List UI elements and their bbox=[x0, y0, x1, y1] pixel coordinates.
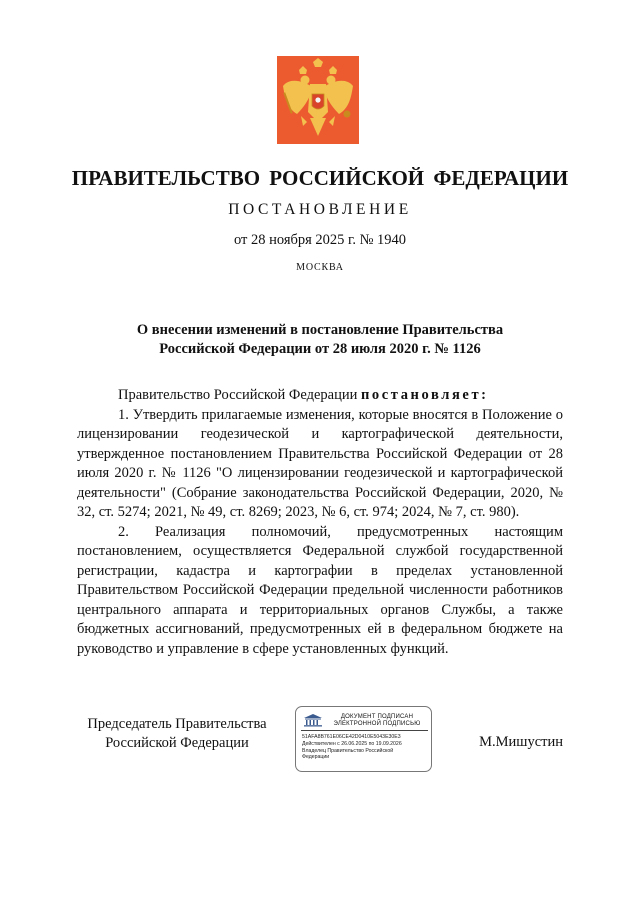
stamp-divider bbox=[301, 730, 428, 731]
stamp-certificate: 51AFA8B761E06CE42D0410E5043E30E3 bbox=[302, 734, 401, 740]
organization-title: ПРАВИТЕЛЬСТВО РОССИЙСКОЙ ФЕДЕРАЦИИ bbox=[71, 166, 569, 190]
stamp-details bbox=[302, 734, 430, 761]
document-body bbox=[77, 386, 563, 659]
government-building-icon bbox=[303, 713, 323, 727]
stamp-title bbox=[326, 714, 428, 728]
intro-paragraph bbox=[77, 386, 563, 406]
stamp-validity: Действителен с 26.06.2025 по 19.09.2026 bbox=[302, 740, 402, 747]
document-type: ПОСТАНОВЛЕНИЕ bbox=[228, 201, 412, 218]
double-headed-eagle-icon bbox=[277, 56, 359, 144]
stamp-title-line-1: ДОКУМЕНТ ПОДПИСАН bbox=[340, 714, 414, 720]
subject-line-1: О внесении изменений в постановление Правительства bbox=[136, 322, 504, 338]
intro-keyword: постановляет: bbox=[360, 387, 489, 403]
document-date-number: от 28 ноября 2025 г. № 1940 bbox=[233, 232, 407, 248]
stamp-title-line-2: ЭЛЕКТРОННОЙ ПОДПИСЬЮ bbox=[333, 721, 421, 727]
signatory-title bbox=[77, 715, 277, 753]
intro-text: Правительство Российской Федерации bbox=[118, 387, 358, 403]
document-subject bbox=[0, 321, 640, 359]
signatory-name: М.Мишустин bbox=[479, 734, 563, 750]
document-city: МОСКВА bbox=[296, 262, 344, 273]
subject-line-2: Российской Федерации от 28 июля 2020 г. № 1126 bbox=[159, 341, 481, 357]
stamp-owner-line-1: Владелец Правительство Российской bbox=[302, 747, 394, 754]
stamp-owner-line-2: Федерации bbox=[302, 754, 330, 761]
electronic-signature-stamp bbox=[295, 706, 432, 772]
paragraph-2: 2. Реализация полномочий, предусмотренных настоящим постановлением, осуществляется Федеральной службой государственной регистрации, кадастра и картографии в пределах установленной Правительством Российской Федерации предельной численности работников центрального аппарата и территориальных органов Службы, а также бюджетных ассигнований, предусмотренных ей в федеральном бюджете на руководство и управление в сфере установленных функций. bbox=[77, 523, 563, 657]
signatory-title-line-1: Председатель Правительства bbox=[87, 716, 267, 732]
coat-of-arms-emblem bbox=[277, 56, 359, 144]
signatory-title-line-2: Российской Федерации bbox=[105, 735, 249, 751]
paragraph-1: 1. Утвердить прилагаемые изменения, которые вносятся в Положение о лицензировании геодезической и картографической деятельности, утвержденное постановлением Правительства Российской Федерации от 28 июля 2020 г. № 1126 "О лицензировании геодезической и картографической деятельности" (Собрание законодательства Российской Федерации, 2020, № 32, ст. 5274; 2021, № 49, ст. 8269; 2023, № 6, ст. 974; 2024, № 7, ст. 980). bbox=[77, 406, 563, 520]
